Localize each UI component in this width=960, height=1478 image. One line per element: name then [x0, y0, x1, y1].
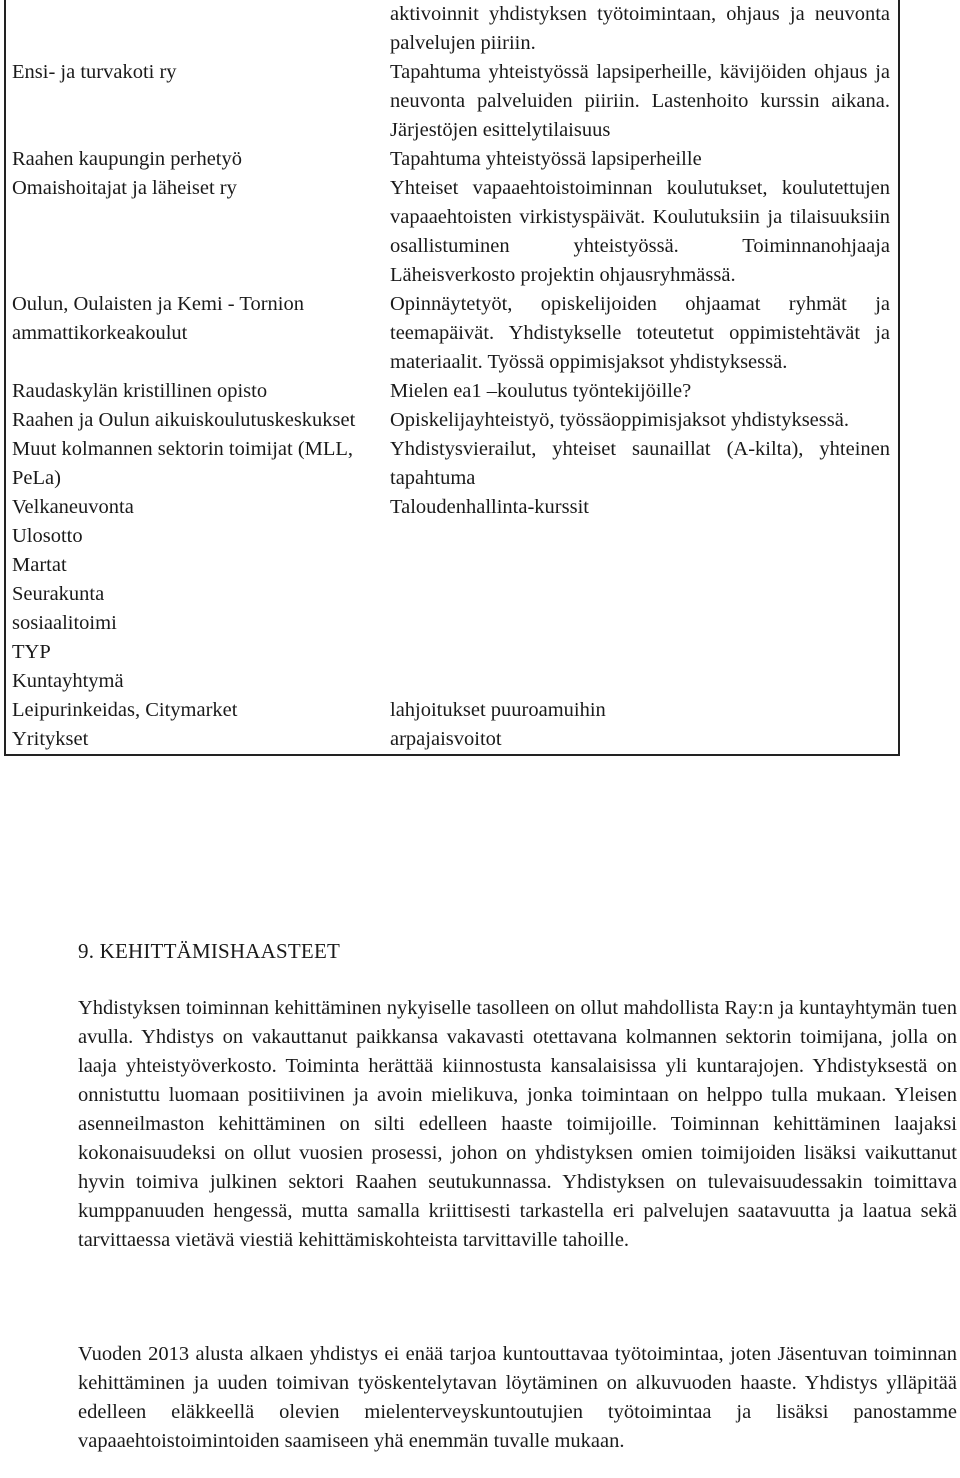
org-line: Ulosotto [12, 525, 83, 547]
org-cell: Omaishoitajat ja läheiset ry [12, 177, 237, 199]
activity-cell: Mielen ea1 –koulutus työntekijöille? [390, 380, 692, 402]
org-cell [6, 493, 384, 696]
activity-cell: arpajaisvoitot [390, 728, 502, 750]
table-row [6, 725, 898, 754]
table-row [6, 0, 898, 58]
org-cell: Leipurinkeidas, Citymarket [12, 699, 238, 721]
org-line: Martat [12, 554, 67, 576]
table-row [6, 174, 898, 290]
org-line: Kuntayhtymä [12, 670, 124, 692]
partner-table-frame [4, 0, 900, 756]
org-cell: Ensi- ja turvakoti ry [12, 61, 177, 83]
org-cell: Oulun, Oulaisten ja Kemi - Tornion ammattikorkeakoulut [12, 293, 304, 344]
org-line: Seurakunta [12, 583, 105, 605]
table-row [6, 696, 898, 725]
activity-cell: Taloudenhallinta-kurssit [390, 496, 589, 518]
activity-cell: lahjoitukset puuroamuihin [390, 699, 606, 721]
table-row [6, 493, 898, 696]
table-row [6, 145, 898, 174]
activity-cell: aktivoinnit yhdistyksen työtoimintaan, ohjaus ja neuvonta palvelujen piiriin. [390, 3, 890, 54]
activity-cell: Opiskelijayhteistyö, työssäoppimisjaksot yhdistyksessä. [390, 409, 849, 431]
org-line: Velkaneuvonta [12, 496, 134, 518]
partner-table [6, 0, 898, 754]
org-cell: Raudaskylän kristillinen opisto [12, 380, 268, 402]
section-heading: 9. KEHITTÄMISHAASTEET [78, 939, 341, 963]
org-cell: Yritykset [12, 728, 89, 750]
table-row [6, 290, 898, 377]
org-cell: Muut kolmannen sektorin toimijat (MLL, PeLa) [12, 438, 354, 489]
activity-cell: Opinnäytetyöt, opiskelijoiden ohjaamat ryhmät ja teemapäivät. Yhdistykselle toteutetut oppimistehtävät ja materiaalit. Työssä oppimisjaksot yhdistyksessä. [390, 293, 890, 373]
org-line: TYP [12, 641, 51, 663]
table-row [6, 377, 898, 406]
body-paragraph: Vuoden 2013 alusta alkaen yhdistys ei enää tarjoa kuntouttavaa työtoimintaa, joten Jäsentuvan toiminnan kehittäminen ja uuden toimivan työskentelytavan löytäminen on alkuvuoden haaste. Yhdistys ylläpitää edelleen eläkkeellä olevien mielenterveyskuntoutujien työtoimintaa ja lisäksi panostamme vapaaehtoistoimintoiden saamiseen yhä enemmän tuvalle mukaan. [78, 1343, 957, 1452]
body-paragraph: Yhdistyksen toiminnan kehittäminen nykyiselle tasolleen on ollut mahdollista Ray:n ja kuntayhtymän tuen avulla. Yhdistys on vakauttanut paikkansa vakavasti otettavana kolmannen sektorin toimijana, jolla on laaja yhteistyöverkosto. Toiminta herättää kiinnostusta kansalaisissa yli kuntarajojen. Yhdistyksestä on onnistuttu luomaan positiivinen ja avoin mielikuva, jonka toimintaan on helppo tulla mukaan. Yleisen asenneilmaston kehittäminen on silti edelleen haaste toimijoille. Toiminnan kehittäminen laajaksi kokonaisuudeksi on ollut vuosien prosessi, johon on yhdistyksen omien toimijoiden lisäksi vaikuttanut hyvin toimiva julkinen sektori Raahen seutukunnassa. Yhdistyksen on tulevaisuudessakin toimittava kumppanuuden hengessä, mutta samalla kriittisesti tarkastella eri palvelujen saatavuutta ja laatua sekä tarvittaessa vietävä viestiä kehittämiskohteista tarvittaville tahoille. [78, 997, 957, 1251]
activity-cell: Tapahtuma yhteistyössä lapsiperheille [390, 148, 702, 170]
table-row [6, 406, 898, 435]
activity-cell: Tapahtuma yhteistyössä lapsiperheille, kävijöiden ohjaus ja neuvonta palveluiden piiriin. Lastenhoito kurssin aikana. Järjestöjen esittelytilaisuus [390, 61, 890, 141]
activity-cell: Yhdistysvierailut, yhteiset saunaillat (A-kilta), yhteinen tapahtuma [390, 438, 890, 489]
table-row [6, 58, 898, 145]
activity-cell: Yhteiset vapaaehtoistoiminnan koulutukset, koulutettujen vapaaehtoisten virkistyspäivät. Koulutuksiin ja tilaisuuksiin osallistuminen yhteistyössä. Toiminnanohjaaja Läheisverkosto projektin ohjausryhmässä. [390, 177, 890, 286]
table-row [6, 435, 898, 493]
org-line: sosiaalitoimi [12, 612, 117, 634]
org-cell: Raahen ja Oulun aikuiskoulutuskeskukset [12, 409, 356, 431]
org-cell [6, 0, 384, 58]
org-cell: Raahen kaupungin perhetyö [12, 148, 242, 170]
